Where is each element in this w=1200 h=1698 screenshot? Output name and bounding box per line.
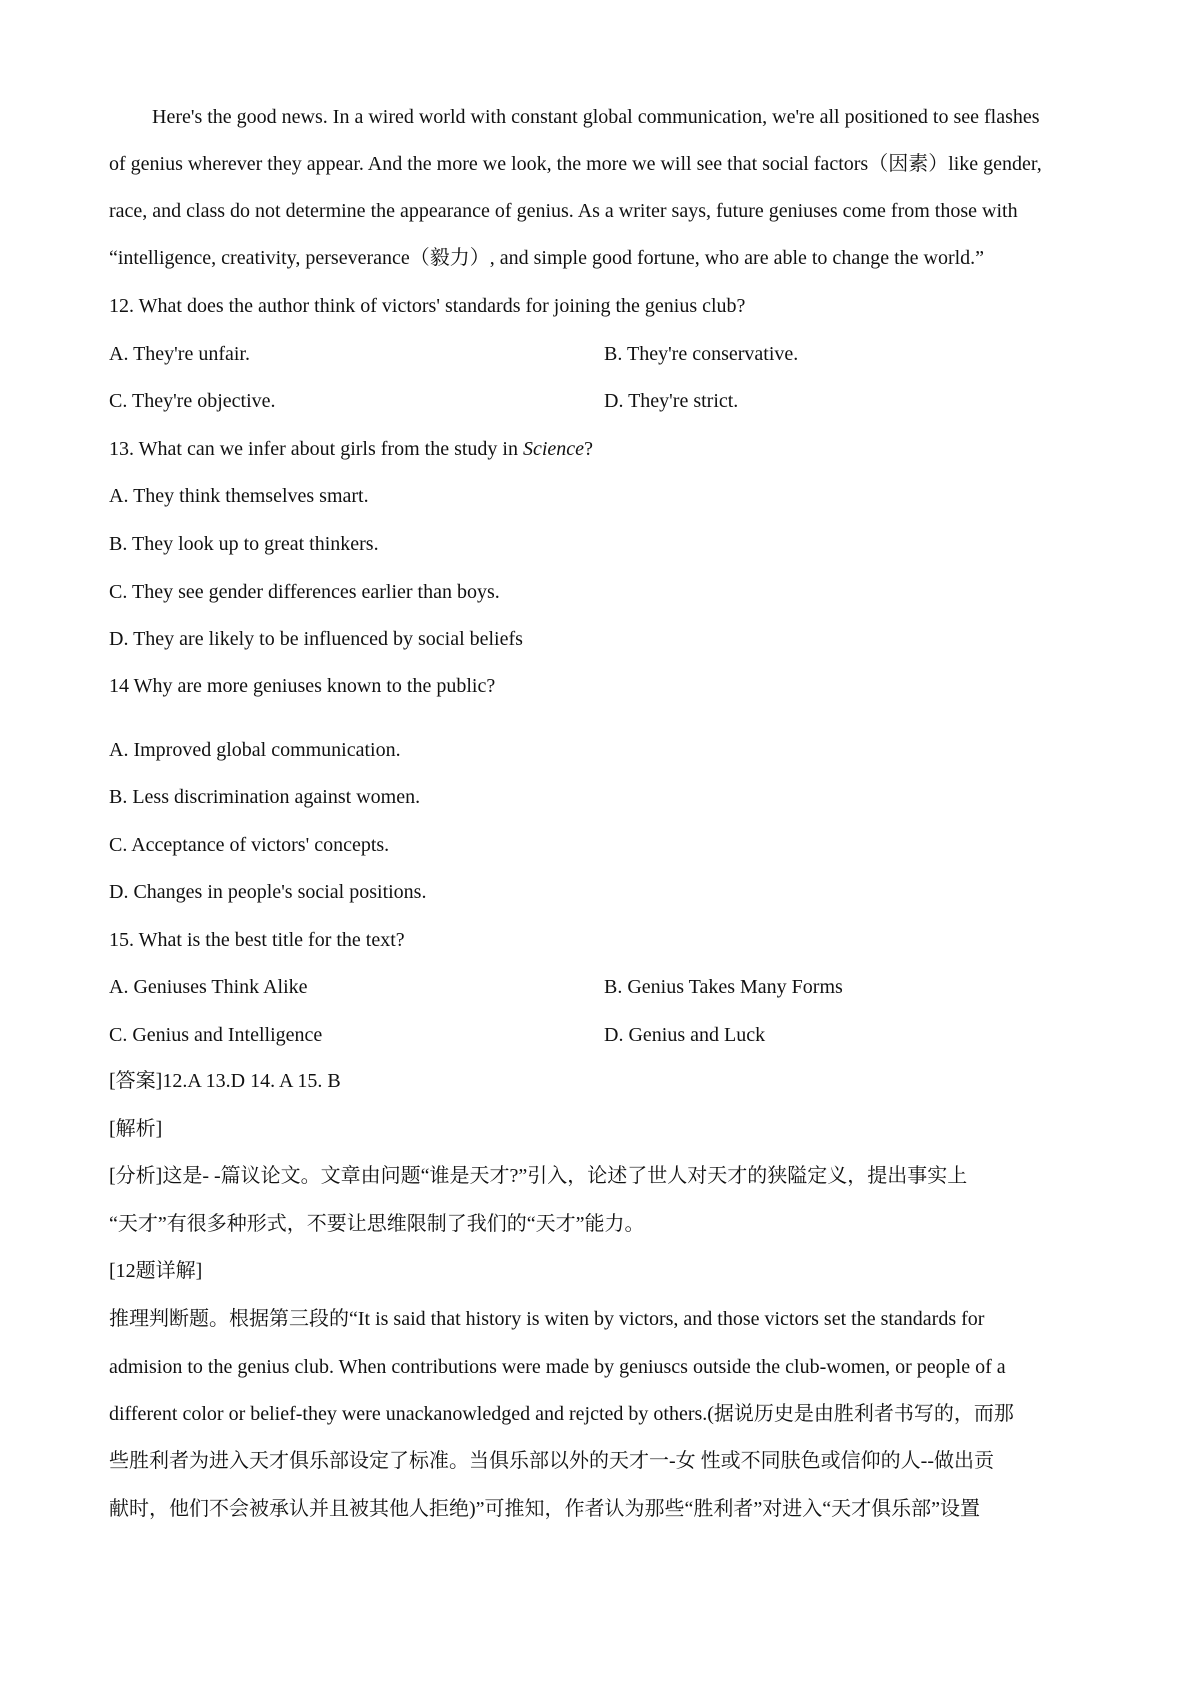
option-d: D. They are likely to be influenced by social beliefs xyxy=(109,628,523,650)
option-d: D. Changes in people's social positions. xyxy=(109,881,427,903)
journal-name: Science xyxy=(522,438,585,460)
option-a: A. Geniuses Think Alike xyxy=(109,976,308,998)
option-c: C. They see gender differences earlier than boys. xyxy=(109,581,500,603)
question-stem: 12. What does the author think of victors' standards for joining the genius club? xyxy=(109,295,746,317)
option-b: B. Less discrimination against women. xyxy=(109,786,421,808)
passage-line: “intelligence, creativity, perseverance（毅力）, and simple good fortune, who are able to change the world.” xyxy=(109,247,985,269)
stem-text: 13. What can we infer about girls from the study in xyxy=(109,438,523,460)
detail-line: 推理判断题。根据第三段的“It is said that history is witen by victors, and those victors set the standards for xyxy=(109,1308,985,1330)
option-a: A. They think themselves smart. xyxy=(109,485,369,507)
answer-key: [答案]12.A 13.D 14. A 15. B xyxy=(109,1070,341,1092)
option-a: A. Improved global communication. xyxy=(109,739,401,761)
passage-line: of genius wherever they appear. And the more we look, the more we will see that social factors（因素）like gender, xyxy=(109,153,1042,175)
option-c: C. Genius and Intelligence xyxy=(109,1024,323,1046)
detail-line: 献时，他们不会被承认并且被其他人拒绝)”可推知，作者认为那些“胜利者”对进入“天才俱乐部”设置 xyxy=(109,1498,981,1520)
analysis-line: “天才”有很多种形式，不要让思维限制了我们的“天才”能力。 xyxy=(109,1213,645,1235)
option-d: D. They're strict. xyxy=(604,390,739,412)
detail-line: 些胜利者为进入天才俱乐部设定了标准。当俱乐部以外的天才一-女 性或不同肤色或信仰的人--做出贡 xyxy=(109,1450,994,1472)
analysis-line: [分析]这是- -篇议论文。文章由问题“谁是天才?”引入，论述了世人对天才的狭隘定义，提出事实上 xyxy=(109,1165,968,1187)
detail-line: admision to the genius club. When contributions were made by geniuscs outside the club-women, or people of a xyxy=(109,1356,1006,1378)
detail-line: different color or belief-they were unackanowledged and rejcted by others.(据说历史是由胜利者书写的，而那 xyxy=(109,1403,1014,1425)
option-b: B. They look up to great thinkers. xyxy=(109,533,379,555)
option-d: D. Genius and Luck xyxy=(604,1024,766,1046)
detail-label: [12题详解] xyxy=(109,1260,203,1282)
option-b: B. Genius Takes Many Forms xyxy=(604,976,843,998)
passage-line: race, and class do not determine the appearance of genius. As a writer says, future geniuses come from those with xyxy=(109,200,1018,222)
question-stem: 15. What is the best title for the text? xyxy=(109,929,405,951)
question-stem xyxy=(109,437,593,461)
stem-text: ? xyxy=(584,438,593,460)
analysis-label: [解析] xyxy=(109,1118,163,1140)
question-stem: 14 Why are more geniuses known to the public? xyxy=(109,675,496,697)
option-c: C. Acceptance of victors' concepts. xyxy=(109,834,390,856)
option-c: C. They're objective. xyxy=(109,390,276,412)
option-a: A. They're unfair. xyxy=(109,343,250,365)
option-b: B. They're conservative. xyxy=(604,343,799,365)
passage-line: Here's the good news. In a wired world with constant global communication, we're all positioned to see flashes xyxy=(152,106,1040,128)
